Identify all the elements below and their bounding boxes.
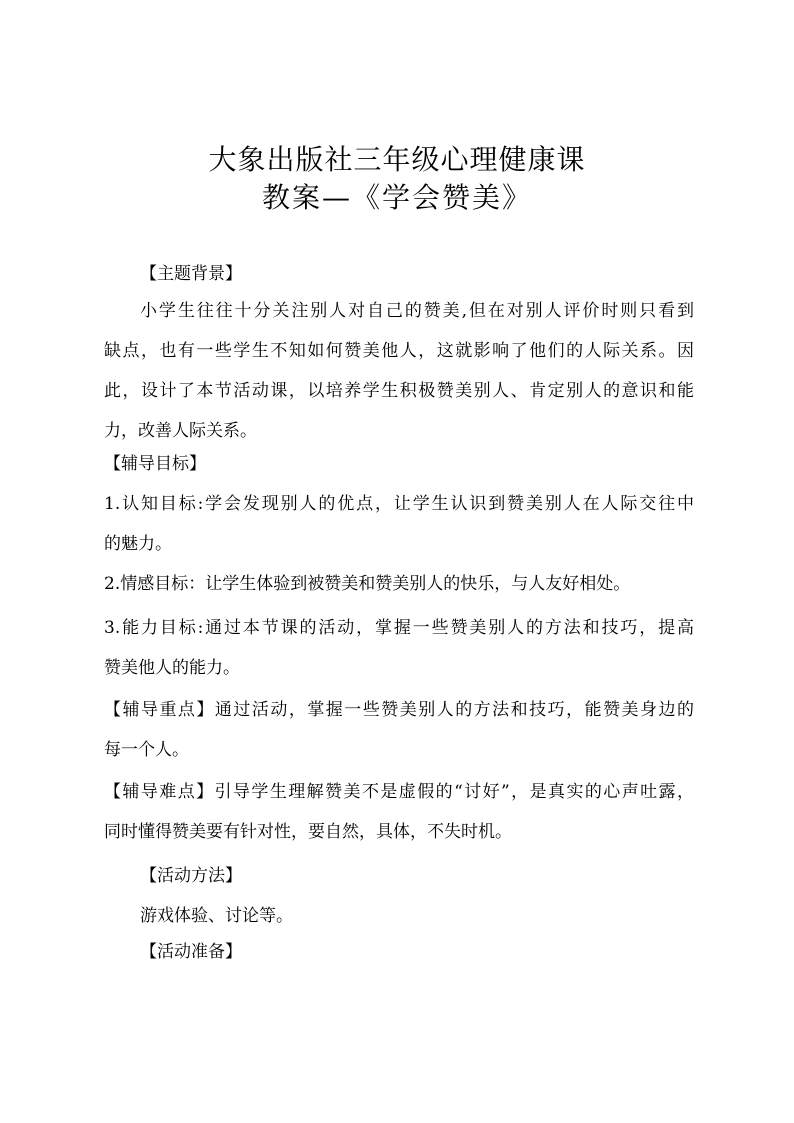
theme-paragraph-line-1: 小学生往往十分关注别人对自己的赞美,但在对别人评价时则只看到 [140,301,694,321]
difficulty-line-2: 同时懂得赞美要有针对性，要自然，具体，不失时机。 [104,822,512,842]
focus-line-2: 每一个人。 [104,740,189,760]
section-heading-prep: 【活动准备】 [140,942,242,962]
section-heading-theme: 【主题背景】 [140,264,242,284]
method-text: 游戏体验、讨论等。 [140,906,293,926]
goal-2: 2.情感目标：让学生体验到被赞美和赞美别人的快乐，与人友好相处。 [104,574,631,594]
section-heading-goals: 【辅导目标】 [104,454,206,474]
theme-paragraph-line-2: 缺点，也有一些学生不知如何赞美他人，这就影响了他们的人际关系。因 [104,341,694,361]
document-title: 大象出版社三年级心理健康课 [208,143,586,176]
goal-3-line-1: 3.能力目标:通过本节课的活动，掌握一些赞美别人的方法和技巧，提高 [104,618,694,638]
goal-1-line-1: 1.认知目标:学会发现别人的优点，让学生认识到赞美别人在人际交往中 [104,494,694,514]
theme-paragraph-line-4: 力，改善人际关系。 [104,421,257,441]
theme-paragraph-line-3: 此，设计了本节活动课，以培养学生积极赞美别人、肯定别人的意识和能 [104,381,694,401]
goal-3-line-2: 赞美他人的能力。 [104,658,240,678]
difficulty-line-1: 【辅导难点】引导学生理解赞美不是虚假的“讨好”，是真实的心声吐露， [104,782,694,802]
focus-line-1: 【辅导重点】通过活动，掌握一些赞美别人的方法和技巧，能赞美身边的 [104,700,694,720]
goal-1-line-2: 的魅力。 [104,534,172,554]
document-subtitle: 教案—《学会赞美》 [261,181,532,214]
section-heading-method: 【活动方法】 [140,866,242,886]
